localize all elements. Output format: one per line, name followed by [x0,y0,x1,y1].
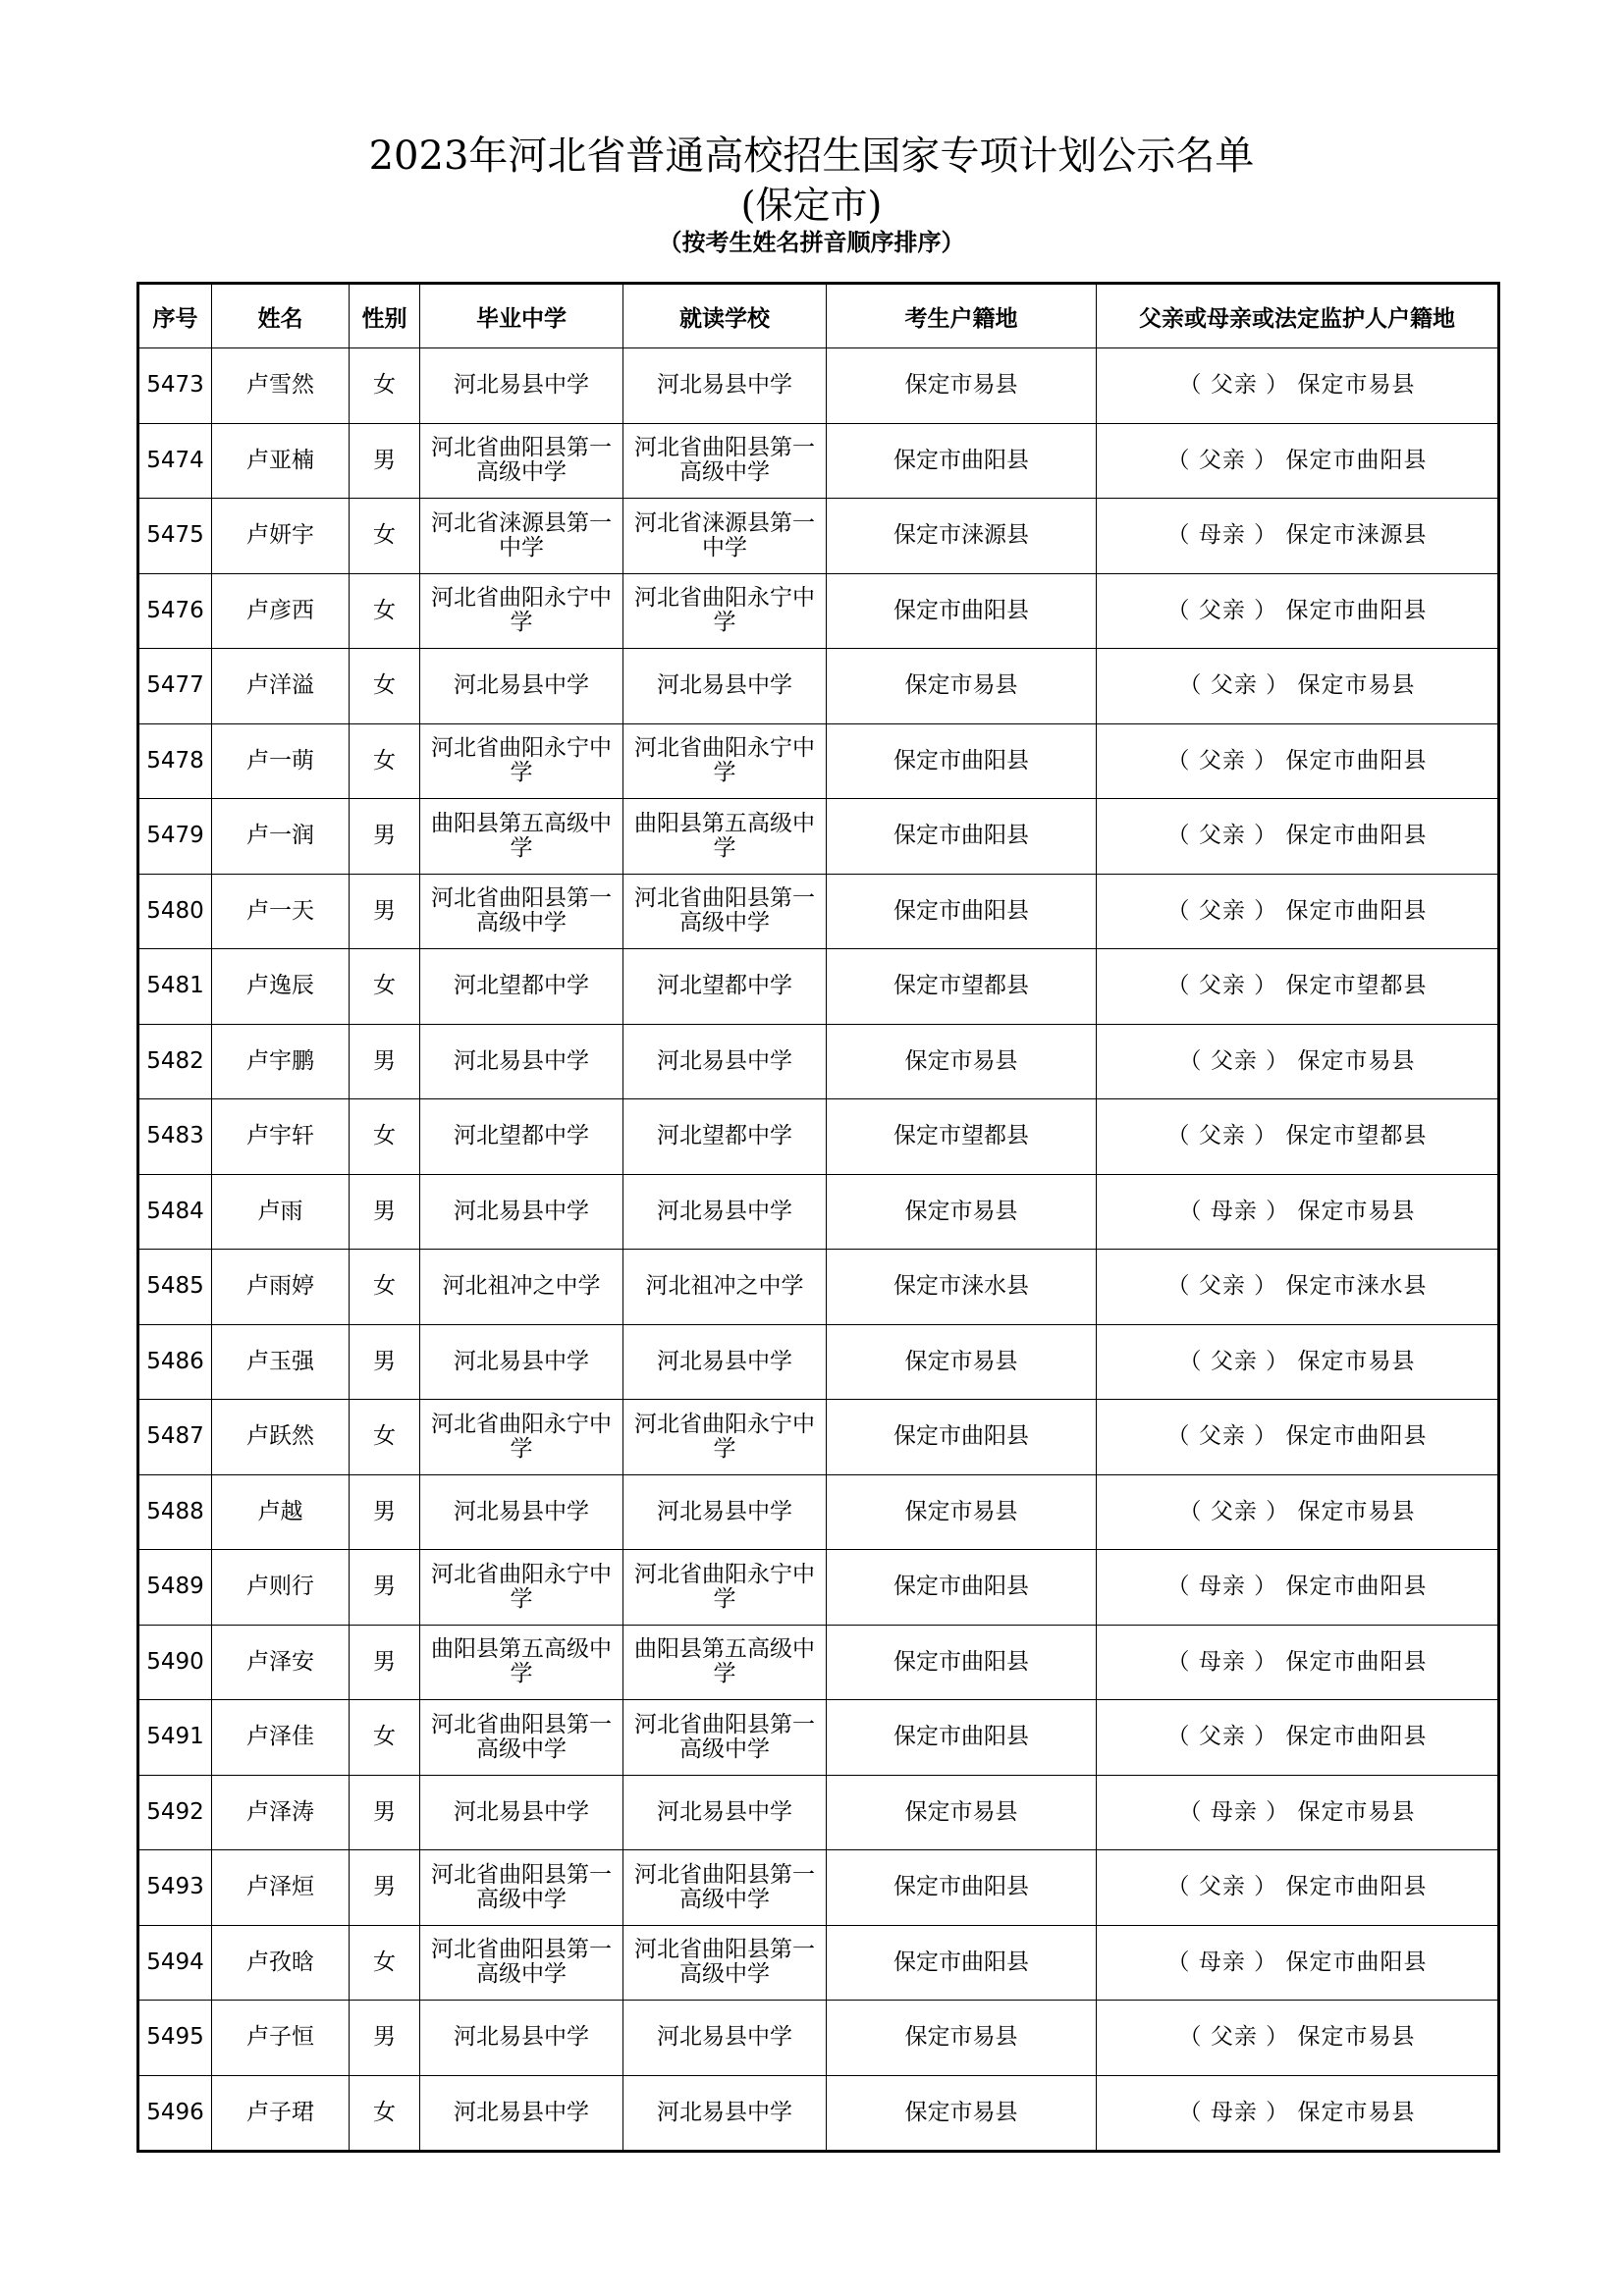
header-name: 姓名 [212,284,350,348]
cell-household: 保定市曲阳县 [827,1700,1097,1776]
header-row [138,284,1499,348]
cell-name: 卢雨 [212,1174,350,1250]
cell-name: 卢泽佳 [212,1700,350,1776]
cell-name: 卢子珺 [212,2075,350,2152]
cell-gender: 男 [350,874,420,949]
table-row [138,2075,1499,2152]
header-household: 考生户籍地 [827,284,1097,348]
cell-gender: 男 [350,423,420,499]
table-row [138,499,1499,574]
cell-gender: 女 [350,1925,420,2001]
cell-household: 保定市易县 [827,2001,1097,2076]
table-row [138,1700,1499,1776]
table-row [138,1775,1499,1850]
cell-gender: 女 [350,723,420,799]
cell-grad-school: 河北易县中学 [420,1474,623,1550]
cell-grad-school: 河北易县中学 [420,348,623,424]
table-row [138,1400,1499,1475]
cell-household: 保定市望都县 [827,949,1097,1025]
table-row [138,874,1499,949]
cell-gender: 男 [350,1625,420,1700]
cell-no: 5478 [138,723,212,799]
table-row [138,649,1499,724]
cell-current-school: 河北易县中学 [623,2075,827,2152]
table-row [138,799,1499,875]
cell-no: 5490 [138,1625,212,1700]
cell-name: 卢逸辰 [212,949,350,1025]
cell-no: 5493 [138,1850,212,1926]
cell-current-school: 河北易县中学 [623,1174,827,1250]
cell-gender: 男 [350,1550,420,1626]
cell-gender: 女 [350,573,420,649]
cell-grad-school: 河北易县中学 [420,649,623,724]
cell-current-school: 河北省曲阳永宁中学 [623,573,827,649]
table-row [138,1550,1499,1626]
cell-current-school: 河北易县中学 [623,1775,827,1850]
cell-guardian: （ 父亲 ） 保定市曲阳县 [1097,799,1499,875]
table-row [138,723,1499,799]
cell-guardian: （ 父亲 ） 保定市易县 [1097,1024,1499,1099]
cell-no: 5484 [138,1174,212,1250]
table-row [138,1174,1499,1250]
cell-gender: 男 [350,799,420,875]
cell-name: 卢子恒 [212,2001,350,2076]
cell-no: 5485 [138,1250,212,1325]
cell-guardian: （ 母亲 ） 保定市涞源县 [1097,499,1499,574]
cell-grad-school: 河北祖冲之中学 [420,1250,623,1325]
cell-grad-school: 河北省曲阳县第一高级中学 [420,423,623,499]
cell-gender: 男 [350,1850,420,1926]
cell-current-school: 河北易县中学 [623,1024,827,1099]
cell-name: 卢洋溢 [212,649,350,724]
cell-name: 卢一天 [212,874,350,949]
cell-name: 卢跃然 [212,1400,350,1475]
cell-gender: 女 [350,1700,420,1776]
cell-no: 5473 [138,348,212,424]
cell-guardian: （ 父亲 ） 保定市曲阳县 [1097,723,1499,799]
cell-household: 保定市曲阳县 [827,1400,1097,1475]
cell-guardian: （ 父亲 ） 保定市曲阳县 [1097,1400,1499,1475]
table-row [138,2001,1499,2076]
cell-household: 保定市曲阳县 [827,1625,1097,1700]
cell-current-school: 河北省曲阳永宁中学 [623,723,827,799]
table-row [138,1324,1499,1400]
cell-current-school: 河北省曲阳县第一高级中学 [623,1850,827,1926]
cell-current-school: 河北省曲阳县第一高级中学 [623,1925,827,2001]
cell-current-school: 河北易县中学 [623,649,827,724]
cell-no: 5477 [138,649,212,724]
cell-guardian: （ 父亲 ） 保定市曲阳县 [1097,1850,1499,1926]
cell-guardian: （ 母亲 ） 保定市易县 [1097,1174,1499,1250]
cell-name: 卢泽烜 [212,1850,350,1926]
cell-no: 5492 [138,1775,212,1850]
table-header [138,284,1499,348]
cell-name: 卢妍宇 [212,499,350,574]
cell-no: 5479 [138,799,212,875]
cell-guardian: （ 父亲 ） 保定市易县 [1097,348,1499,424]
cell-household: 保定市望都县 [827,1099,1097,1175]
cell-household: 保定市易县 [827,1174,1097,1250]
cell-household: 保定市涞源县 [827,499,1097,574]
cell-gender: 男 [350,1775,420,1850]
cell-name: 卢彦西 [212,573,350,649]
cell-current-school: 河北易县中学 [623,1474,827,1550]
cell-guardian: （ 父亲 ） 保定市曲阳县 [1097,874,1499,949]
cell-name: 卢亚楠 [212,423,350,499]
cell-guardian: （ 母亲 ） 保定市易县 [1097,1775,1499,1850]
cell-name: 卢孜晗 [212,1925,350,2001]
table-row [138,1474,1499,1550]
header-no: 序号 [138,284,212,348]
cell-grad-school: 河北省涞源县第一中学 [420,499,623,574]
cell-household: 保定市易县 [827,1775,1097,1850]
cell-name: 卢一萌 [212,723,350,799]
cell-no: 5494 [138,1925,212,2001]
cell-grad-school: 曲阳县第五高级中学 [420,799,623,875]
table-body [138,348,1499,2152]
cell-guardian: （ 父亲 ） 保定市涞水县 [1097,1250,1499,1325]
cell-household: 保定市易县 [827,1324,1097,1400]
cell-no: 5482 [138,1024,212,1099]
cell-grad-school: 河北省曲阳县第一高级中学 [420,874,623,949]
cell-no: 5496 [138,2075,212,2152]
cell-guardian: （ 母亲 ） 保定市曲阳县 [1097,1550,1499,1626]
cell-grad-school: 河北易县中学 [420,1024,623,1099]
cell-no: 5486 [138,1324,212,1400]
cell-household: 保定市易县 [827,1474,1097,1550]
cell-gender: 女 [350,1099,420,1175]
cell-household: 保定市易县 [827,649,1097,724]
cell-current-school: 河北望都中学 [623,1099,827,1175]
table-row [138,348,1499,424]
cell-current-school: 曲阳县第五高级中学 [623,1625,827,1700]
cell-grad-school: 河北省曲阳永宁中学 [420,1550,623,1626]
cell-no: 5491 [138,1700,212,1776]
cell-current-school: 河北省曲阳县第一高级中学 [623,423,827,499]
cell-guardian: （ 母亲 ） 保定市曲阳县 [1097,1625,1499,1700]
cell-no: 5487 [138,1400,212,1475]
cell-no: 5488 [138,1474,212,1550]
header-guardian: 父亲或母亲或法定监护人户籍地 [1097,284,1499,348]
cell-guardian: （ 母亲 ） 保定市曲阳县 [1097,1925,1499,2001]
cell-no: 5481 [138,949,212,1025]
cell-grad-school: 河北省曲阳县第一高级中学 [420,1700,623,1776]
cell-household: 保定市易县 [827,1024,1097,1099]
cell-gender: 女 [350,348,420,424]
cell-grad-school: 河北望都中学 [420,949,623,1025]
cell-household: 保定市曲阳县 [827,573,1097,649]
cell-gender: 女 [350,499,420,574]
cell-guardian: （ 父亲 ） 保定市易县 [1097,1324,1499,1400]
cell-gender: 男 [350,1174,420,1250]
cell-grad-school: 河北易县中学 [420,1324,623,1400]
table-row [138,1250,1499,1325]
cell-grad-school: 河北省曲阳县第一高级中学 [420,1850,623,1926]
cell-grad-school: 河北省曲阳永宁中学 [420,723,623,799]
cell-household: 保定市曲阳县 [827,423,1097,499]
cell-current-school: 河北省涞源县第一中学 [623,499,827,574]
cell-name: 卢宇鹏 [212,1024,350,1099]
cell-no: 5495 [138,2001,212,2076]
sort-note: （按考生姓名拼音顺序排序） [658,229,965,256]
cell-grad-school: 曲阳县第五高级中学 [420,1625,623,1700]
cell-no: 5474 [138,423,212,499]
cell-grad-school: 河北省曲阳永宁中学 [420,573,623,649]
cell-name: 卢雨婷 [212,1250,350,1325]
cell-household: 保定市曲阳县 [827,1925,1097,2001]
cell-name: 卢泽安 [212,1625,350,1700]
cell-gender: 女 [350,649,420,724]
cell-name: 卢一润 [212,799,350,875]
table-row [138,1625,1499,1700]
cell-name: 卢则行 [212,1550,350,1626]
cell-no: 5489 [138,1550,212,1626]
cell-gender: 男 [350,1024,420,1099]
cell-no: 5483 [138,1099,212,1175]
cell-current-school: 河北祖冲之中学 [623,1250,827,1325]
cell-current-school: 曲阳县第五高级中学 [623,799,827,875]
cell-no: 5480 [138,874,212,949]
cell-gender: 女 [350,2075,420,2152]
cell-household: 保定市涞水县 [827,1250,1097,1325]
cell-grad-school: 河北望都中学 [420,1099,623,1175]
cell-guardian: （ 母亲 ） 保定市易县 [1097,2075,1499,2152]
cell-grad-school: 河北易县中学 [420,2001,623,2076]
cell-name: 卢雪然 [212,348,350,424]
roster-table [136,282,1500,2153]
cell-guardian: （ 父亲 ） 保定市易县 [1097,2001,1499,2076]
cell-grad-school: 河北易县中学 [420,1775,623,1850]
cell-guardian: （ 父亲 ） 保定市易县 [1097,1474,1499,1550]
cell-guardian: （ 父亲 ） 保定市曲阳县 [1097,573,1499,649]
cell-guardian: （ 父亲 ） 保定市易县 [1097,649,1499,724]
cell-gender: 男 [350,1474,420,1550]
header-grad-school: 毕业中学 [420,284,623,348]
cell-name: 卢泽涛 [212,1775,350,1850]
cell-household: 保定市易县 [827,2075,1097,2152]
table-row [138,949,1499,1025]
cell-name: 卢越 [212,1474,350,1550]
header-current-school: 就读学校 [623,284,827,348]
cell-current-school: 河北省曲阳永宁中学 [623,1400,827,1475]
table-row [138,1925,1499,2001]
cell-gender: 男 [350,1324,420,1400]
cell-grad-school: 河北省曲阳永宁中学 [420,1400,623,1475]
cell-current-school: 河北易县中学 [623,348,827,424]
cell-gender: 女 [350,949,420,1025]
cell-household: 保定市曲阳县 [827,1550,1097,1626]
cell-guardian: （ 父亲 ） 保定市曲阳县 [1097,1700,1499,1776]
cell-guardian: （ 父亲 ） 保定市曲阳县 [1097,423,1499,499]
header-gender: 性别 [350,284,420,348]
cell-current-school: 河北易县中学 [623,1324,827,1400]
cell-no: 5476 [138,573,212,649]
cell-household: 保定市曲阳县 [827,723,1097,799]
table-row [138,1024,1499,1099]
cell-household: 保定市曲阳县 [827,1850,1097,1926]
table-row [138,573,1499,649]
cell-no: 5475 [138,499,212,574]
cell-name: 卢宇轩 [212,1099,350,1175]
cell-grad-school: 河北易县中学 [420,1174,623,1250]
document-title: 2023年河北省普通高校招生国家专项计划公示名单 [368,133,1255,179]
cell-gender: 女 [350,1400,420,1475]
cell-grad-school: 河北省曲阳县第一高级中学 [420,1925,623,2001]
cell-household: 保定市曲阳县 [827,799,1097,875]
cell-name: 卢玉强 [212,1324,350,1400]
document-subtitle: (保定市) [740,184,883,227]
cell-household: 保定市曲阳县 [827,874,1097,949]
cell-current-school: 河北省曲阳县第一高级中学 [623,874,827,949]
cell-household: 保定市易县 [827,348,1097,424]
cell-current-school: 河北望都中学 [623,949,827,1025]
table-row [138,423,1499,499]
cell-grad-school: 河北易县中学 [420,2075,623,2152]
cell-guardian: （ 父亲 ） 保定市望都县 [1097,1099,1499,1175]
cell-current-school: 河北易县中学 [623,2001,827,2076]
cell-gender: 女 [350,1250,420,1325]
cell-current-school: 河北省曲阳永宁中学 [623,1550,827,1626]
cell-current-school: 河北省曲阳县第一高级中学 [623,1700,827,1776]
table-row [138,1850,1499,1926]
cell-gender: 男 [350,2001,420,2076]
cell-guardian: （ 父亲 ） 保定市望都县 [1097,949,1499,1025]
table-row [138,1099,1499,1175]
